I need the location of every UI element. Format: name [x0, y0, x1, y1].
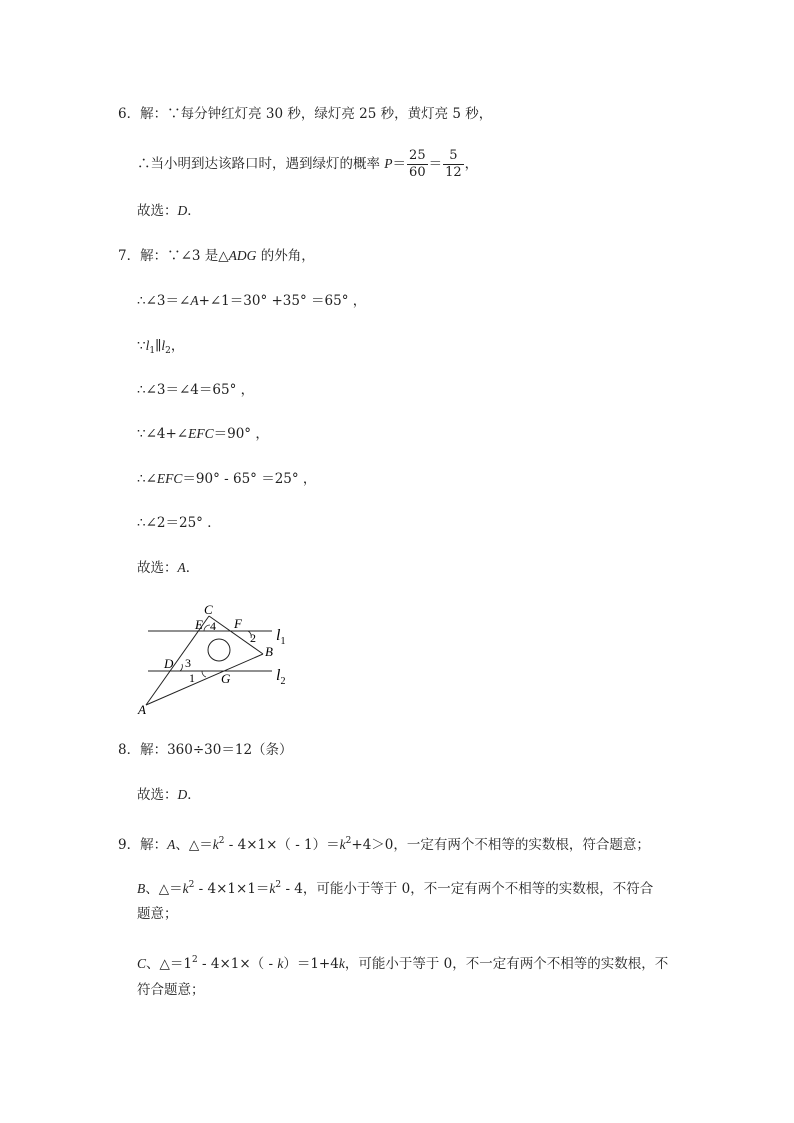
label-e: E — [195, 617, 203, 632]
q6-text-1: ∵每分钟红灯亮 30 秒，绿灯亮 25 秒，黄灯亮 5 秒， — [167, 106, 493, 122]
q6-equals-2: ＝ — [428, 156, 443, 172]
label-c: C — [204, 602, 213, 617]
q6-fraction-2-denominator: 12 — [445, 165, 462, 180]
q9-b-text-4: 题意； — [137, 906, 178, 922]
q7-answer — [137, 558, 199, 578]
q6-answer-choice: D — [177, 203, 188, 218]
q7-number: 7．解： — [118, 248, 168, 264]
q8-answer-end: ． — [187, 787, 201, 803]
q8-answer-choice: D — [177, 787, 188, 802]
q9-c-text-2: ‐ 4×1×（ ‐ — [197, 956, 278, 972]
q7-l1-sub: 1 — [149, 346, 156, 356]
q7-line-3 — [137, 336, 184, 361]
q7-geometry-figure — [132, 598, 302, 718]
q7-text-2a: ∴∠3＝∠ — [137, 293, 191, 309]
q6-p-symbol: P — [384, 156, 393, 171]
q9-b-text-3: ‐ 4，可能小于等于 0，不一定有两个不相等的实数根，不符合 — [281, 881, 654, 897]
q6-number: 6．解： — [118, 106, 168, 122]
q6-fraction-2-numerator: 5 — [443, 148, 464, 165]
q6-equals-1: ＝ — [392, 156, 407, 172]
q7-text-5a: ∵∠4+∠ — [137, 426, 189, 442]
q8-answer — [137, 785, 201, 805]
q6-line-2-end: ， — [464, 156, 479, 172]
label-l1-letter: l — [276, 627, 281, 644]
q9-a-sup2: 2 — [345, 836, 352, 846]
q7-line-2 — [137, 291, 366, 311]
q6-answer — [137, 201, 201, 221]
q6-line-1 — [118, 104, 492, 124]
q9-b-sup1: 2 — [188, 880, 195, 890]
label-3: 3 — [185, 656, 191, 670]
q9-c-text-3: ）＝1+4 — [283, 956, 339, 972]
q6-fraction-1 — [407, 148, 428, 181]
q7-angle-efc-2: EFC — [156, 471, 183, 486]
label-l1 — [276, 627, 285, 647]
q7-line-7 — [137, 513, 221, 533]
q6-answer-end: ． — [187, 203, 201, 219]
q6-answer-prefix: 故选： — [137, 203, 178, 219]
q7-text-6a: ∴∠ — [137, 471, 157, 487]
label-a: A — [138, 702, 146, 717]
q6-line-2 — [137, 146, 478, 182]
q7-triangle-adg: ADG — [228, 248, 257, 263]
q7-answer-prefix: 故选： — [137, 560, 178, 576]
q6-fraction-1-numerator: 25 — [409, 148, 426, 163]
q7-line-5 — [137, 424, 269, 444]
label-d: D — [164, 656, 174, 671]
q9-b-k2: k — [269, 881, 276, 896]
q7-l2-letter: l — [161, 338, 166, 353]
q7-text-1b: 的外角， — [256, 248, 315, 264]
label-l2 — [276, 667, 285, 687]
q9-option-c-label: C — [137, 956, 147, 971]
q6-fraction-1-denominator: 60 — [409, 165, 426, 180]
q9-c-k2: k — [338, 956, 345, 971]
angle-arc-3 — [180, 664, 182, 671]
q7-text-1a: ∵∠3 是△ — [167, 248, 229, 264]
q9-line-b-cont — [137, 904, 178, 924]
angle-arc-g — [202, 671, 206, 677]
q7-angle-efc-1: EFC — [188, 426, 214, 441]
label-2: 2 — [250, 631, 256, 645]
label-4: 4 — [210, 619, 216, 633]
q9-b-text-2: ‐ 4×1×1＝ — [194, 881, 270, 897]
q8-line-1 — [118, 740, 293, 760]
q7-answer-end: ． — [185, 560, 200, 576]
q7-text-7: ∴∠2＝25° ． — [137, 515, 221, 531]
q6-text-2: ∴当小明到达该路口时，遇到绿灯的概率 — [137, 156, 385, 172]
q9-a-text-1: 、△＝ — [175, 837, 213, 853]
q9-option-a-label: A — [167, 837, 176, 852]
q9-line-c — [137, 950, 668, 974]
q9-b-text-1: 、△＝ — [145, 881, 183, 897]
q6-fraction-2 — [443, 148, 464, 181]
label-g: G — [221, 671, 231, 686]
label-b: B — [265, 644, 273, 659]
q9-number: 9．解： — [118, 837, 168, 853]
q9-b-k1: k — [182, 881, 189, 896]
q9-line-c-cont — [137, 980, 205, 1000]
q7-text-4: ∴∠3＝∠4＝65° ， — [137, 382, 255, 398]
label-f: F — [234, 616, 242, 631]
q7-line-3-end: ， — [170, 338, 185, 354]
q9-a-text-2: ‐ 4×1×（ ‐ 1）＝ — [224, 837, 340, 853]
q9-a-k2: k — [339, 837, 346, 852]
q9-line-b — [137, 875, 653, 899]
q7-text-2b: +∠1＝30° +35° ＝65° ， — [198, 293, 367, 309]
q7-angle-a: A — [190, 293, 199, 308]
q9-c-text-5: 符合题意； — [137, 982, 205, 998]
q7-because-3: ∵ — [137, 338, 146, 354]
q9-c-k1: k — [277, 956, 284, 971]
q9-c-sup: 2 — [192, 955, 198, 965]
circle-shape — [208, 639, 230, 661]
q7-text-6b: ＝90° ‐ 65° ＝25° ， — [182, 471, 317, 487]
q9-c-text-1: 、△＝1 — [146, 956, 192, 972]
q9-line-a — [118, 831, 650, 855]
q9-a-sup1: 2 — [218, 836, 225, 846]
q7-line-6 — [137, 469, 316, 489]
q8-text-1: 360÷30＝12（条） — [167, 742, 293, 758]
q7-parallel: ∥ — [155, 338, 162, 354]
q9-a-k1: k — [212, 837, 219, 852]
q8-number: 8．解： — [118, 742, 168, 758]
q7-answer-choice: A — [177, 560, 186, 575]
label-l2-letter: l — [276, 667, 281, 684]
q9-b-sup2: 2 — [275, 880, 282, 890]
q8-answer-prefix: 故选： — [137, 787, 178, 803]
label-l1-sub: 1 — [280, 636, 286, 647]
q7-line-1 — [118, 246, 315, 266]
q7-line-4 — [137, 380, 254, 400]
q7-text-5b: ＝90° ， — [213, 426, 269, 442]
label-l2-sub: 2 — [280, 676, 286, 687]
q7-l1-letter: l — [145, 338, 150, 353]
label-1: 1 — [189, 671, 195, 685]
q9-a-text-3: +4＞0，一定有两个不相等的实数根，符合题意； — [351, 837, 650, 853]
q9-option-b-label: B — [137, 881, 146, 896]
q9-c-text-4: ，可能小于等于 0，不一定有两个不相等的实数根，不 — [344, 956, 669, 972]
q7-l2-sub: 2 — [165, 346, 171, 356]
